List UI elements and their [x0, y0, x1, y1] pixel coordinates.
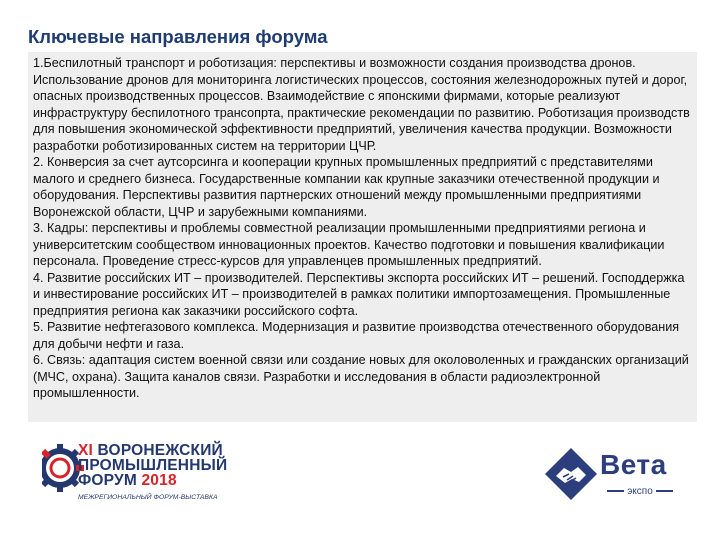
- handshake-icon: [543, 446, 599, 502]
- direction-paragraph: 1.Беспилотный транспорт и роботизация: перспективы и возможности создания производства дронов. Использование дронов для мониторинга логистических процессов, состояния железнодорожных путей и дорог, опасных производственных процессов. Взаимодействие с японскими фирмами, которые реализуют инфраструктуру беспилотного трансопрта, практические рекомендации по развитию. Роботизация производств для повышения экономической эффективности предприятий, увеличения качества продукции. Возможности разработки роботизированных систем на территории ЦЧР.: [33, 56, 690, 153]
- direction-paragraph: 3. Кадры: перспективы и проблемы совместной реализации промышленными предприятиями региона и университетским сообществом инновационных проектов. Качество подготовки и повышения квалификации персонала. Проведение стресс-курсов для управленцев промышленных предприятий.: [33, 221, 665, 268]
- direction-paragraph: 4. Развитие российских ИТ – производителей. Перспективы экспорта российских ИТ – решений. Господдержка и инвестирование российских ИТ – производителей в рамках политики импортозамещения. Промышленные предприятия региона как заказчики российского софта.: [33, 270, 685, 318]
- forum-title: [78, 443, 227, 488]
- page-title: Ключевые направления форума: [28, 26, 328, 47]
- forum-edition: XI: [78, 442, 94, 459]
- direction-paragraph: 5. Развитие нефтегазового комплекса. Модернизация и развитие производства отечественного оборудования для добычи нефти и газа.: [33, 320, 680, 351]
- direction-paragraph: 6. Связь: адаптация систем военной связи или создание новых для околоволенных и гражданских организаций (МЧС, охрана). Защита каналов связи. Разработки и исследования в области радиоэлектронной промышленности.: [33, 353, 689, 400]
- veta-wordmark: Вета: [600, 449, 667, 480]
- veta-subtitle: экспо: [600, 486, 680, 497]
- forum-city: ВОРОНЕЖСКИЙ: [93, 442, 223, 459]
- forum-industry: ПРОМЫШЛЕННЫЙ: [78, 457, 228, 474]
- forum-word: ФОРУМ: [78, 472, 142, 489]
- direction-paragraph: 2. Конверсия за счет аутсорсинга и кооперации крупных промышленных предприятий с представителями малого и среднего бизнеса. Государственные компании как крупные заказчики отечественной продукции и оборудования. Перспективы развития партнерских отношений между промышленными предприятиями Воронежской области, ЦЧР и зарубежными компаниями.: [33, 155, 660, 219]
- content-box: [28, 52, 697, 422]
- forum-subtitle: МЕЖРЕГИОНАЛЬНЫЙ ФОРУМ-ВЫСТАВКА: [78, 494, 218, 501]
- forum-year: 2018: [141, 472, 177, 489]
